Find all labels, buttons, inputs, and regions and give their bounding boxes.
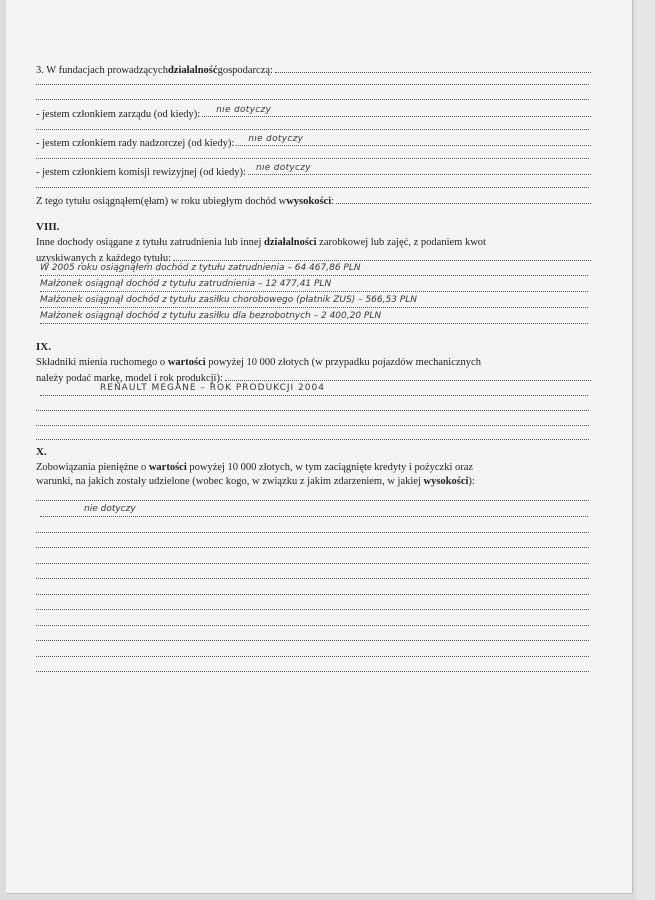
dotted-line bbox=[36, 578, 589, 579]
document-page bbox=[6, 0, 632, 893]
dotted-line bbox=[36, 129, 589, 130]
s10-text1: Zobowiązania pieniężne o wartości powyżej 10 000 złotych, w tym zaciągnięte kredyty i pożyczki oraz bbox=[36, 462, 474, 473]
dotted-line bbox=[36, 547, 589, 548]
dotted-line bbox=[36, 594, 589, 595]
s8-entry-4: Małżonek osiągnął dochód z tytułu zasiłku dla bezrobotnych – 2 400,20 PLN bbox=[40, 310, 588, 324]
s8-heading: VIII. bbox=[36, 221, 60, 233]
s3-audit-value: nie dotyczy bbox=[255, 164, 311, 173]
s8-entry-1: W 2005 roku osiągnąłem dochód z tytułu zatrudnienia – 64 467,86 PLN bbox=[40, 262, 588, 276]
dotted-line bbox=[36, 439, 589, 440]
s9-heading: IX. bbox=[36, 341, 51, 353]
s8-text2: uzyskiwanych z każdego tytułu: bbox=[36, 250, 591, 266]
s9-text2: należy podać markę, model i rok produkcji): bbox=[36, 370, 591, 386]
s3-supervisory-label: - jestem członkiem rady nadzorczej (od kiedy): bbox=[36, 138, 235, 149]
s3-board-value: nie dotyczy bbox=[216, 106, 272, 115]
dotted-line bbox=[36, 656, 589, 657]
s8-entry-2: Małżonek osiągnął dochód z tytułu zatrudnienia – 12 477,41 PLN bbox=[40, 278, 588, 292]
dotted-line bbox=[36, 640, 589, 641]
dotted-line bbox=[36, 532, 589, 533]
s3-intro bbox=[36, 62, 591, 78]
s3-income-text: Z tego tytułu osiągnąłem(ęłam) w roku ubiegłym dochód w bbox=[36, 196, 287, 207]
dotted-line bbox=[36, 500, 589, 501]
s3-intro-text: 3. W fundacjach prowadzących bbox=[36, 65, 168, 76]
dotted-line bbox=[36, 425, 589, 426]
s3-intro-bold: działalność bbox=[167, 65, 218, 76]
s3-board bbox=[36, 106, 591, 122]
dotted-line bbox=[36, 609, 589, 610]
dotted-line bbox=[36, 671, 589, 672]
dotted-line bbox=[36, 158, 589, 159]
s3-board-label: - jestem członkiem zarządu (od kiedy): bbox=[36, 109, 201, 120]
dotted-line bbox=[36, 625, 589, 626]
s3-supervisory-value: nie dotyczy bbox=[248, 135, 304, 144]
s9-text1: Składniki mienia ruchomego o wartości powyżej 10 000 złotych (w przypadku pojazdów mechanicznych bbox=[36, 357, 481, 368]
s8-text1: Inne dochody osiągane z tytułu zatrudnienia lub innej działalności zarobkowej lub zajęć, z podaniem kwot bbox=[36, 237, 486, 248]
dotted-line bbox=[36, 410, 589, 411]
dotted-line bbox=[36, 99, 589, 100]
page-edge bbox=[636, 0, 655, 900]
s3-audit-label: - jestem członkiem komisji rewizyjnej (od kiedy): bbox=[36, 167, 246, 178]
s3-income-bold: wysokości bbox=[286, 196, 332, 207]
s8-entry-3: Małżonek osiągnął dochód z tytułu zasiłku chorobowego (płatnik ZUS) – 566,53 PLN bbox=[40, 294, 588, 308]
dotted-line bbox=[36, 187, 589, 188]
s3-audit bbox=[36, 164, 591, 180]
s3-supervisory bbox=[36, 135, 591, 151]
s10-text2: warunki, na jakich zostały udzielone (wobec kogo, w związku z jakim zdarzeniem, w jakiej wysokości): bbox=[36, 476, 475, 487]
s9-entry: RENAULT MEGANE – ROK PRODUKCJI 2004 bbox=[40, 382, 588, 396]
s10-heading: X. bbox=[36, 446, 47, 458]
dotted-line bbox=[36, 84, 589, 85]
s3-income: Z tego tytułu osiągnąłem(ęłam) w roku ubiegłym dochód w wysokości : bbox=[36, 193, 591, 209]
dotted-line bbox=[36, 563, 589, 564]
s10-entry: nie dotyczy bbox=[40, 503, 588, 517]
s3-intro-end: gospodarczą: bbox=[217, 65, 273, 76]
